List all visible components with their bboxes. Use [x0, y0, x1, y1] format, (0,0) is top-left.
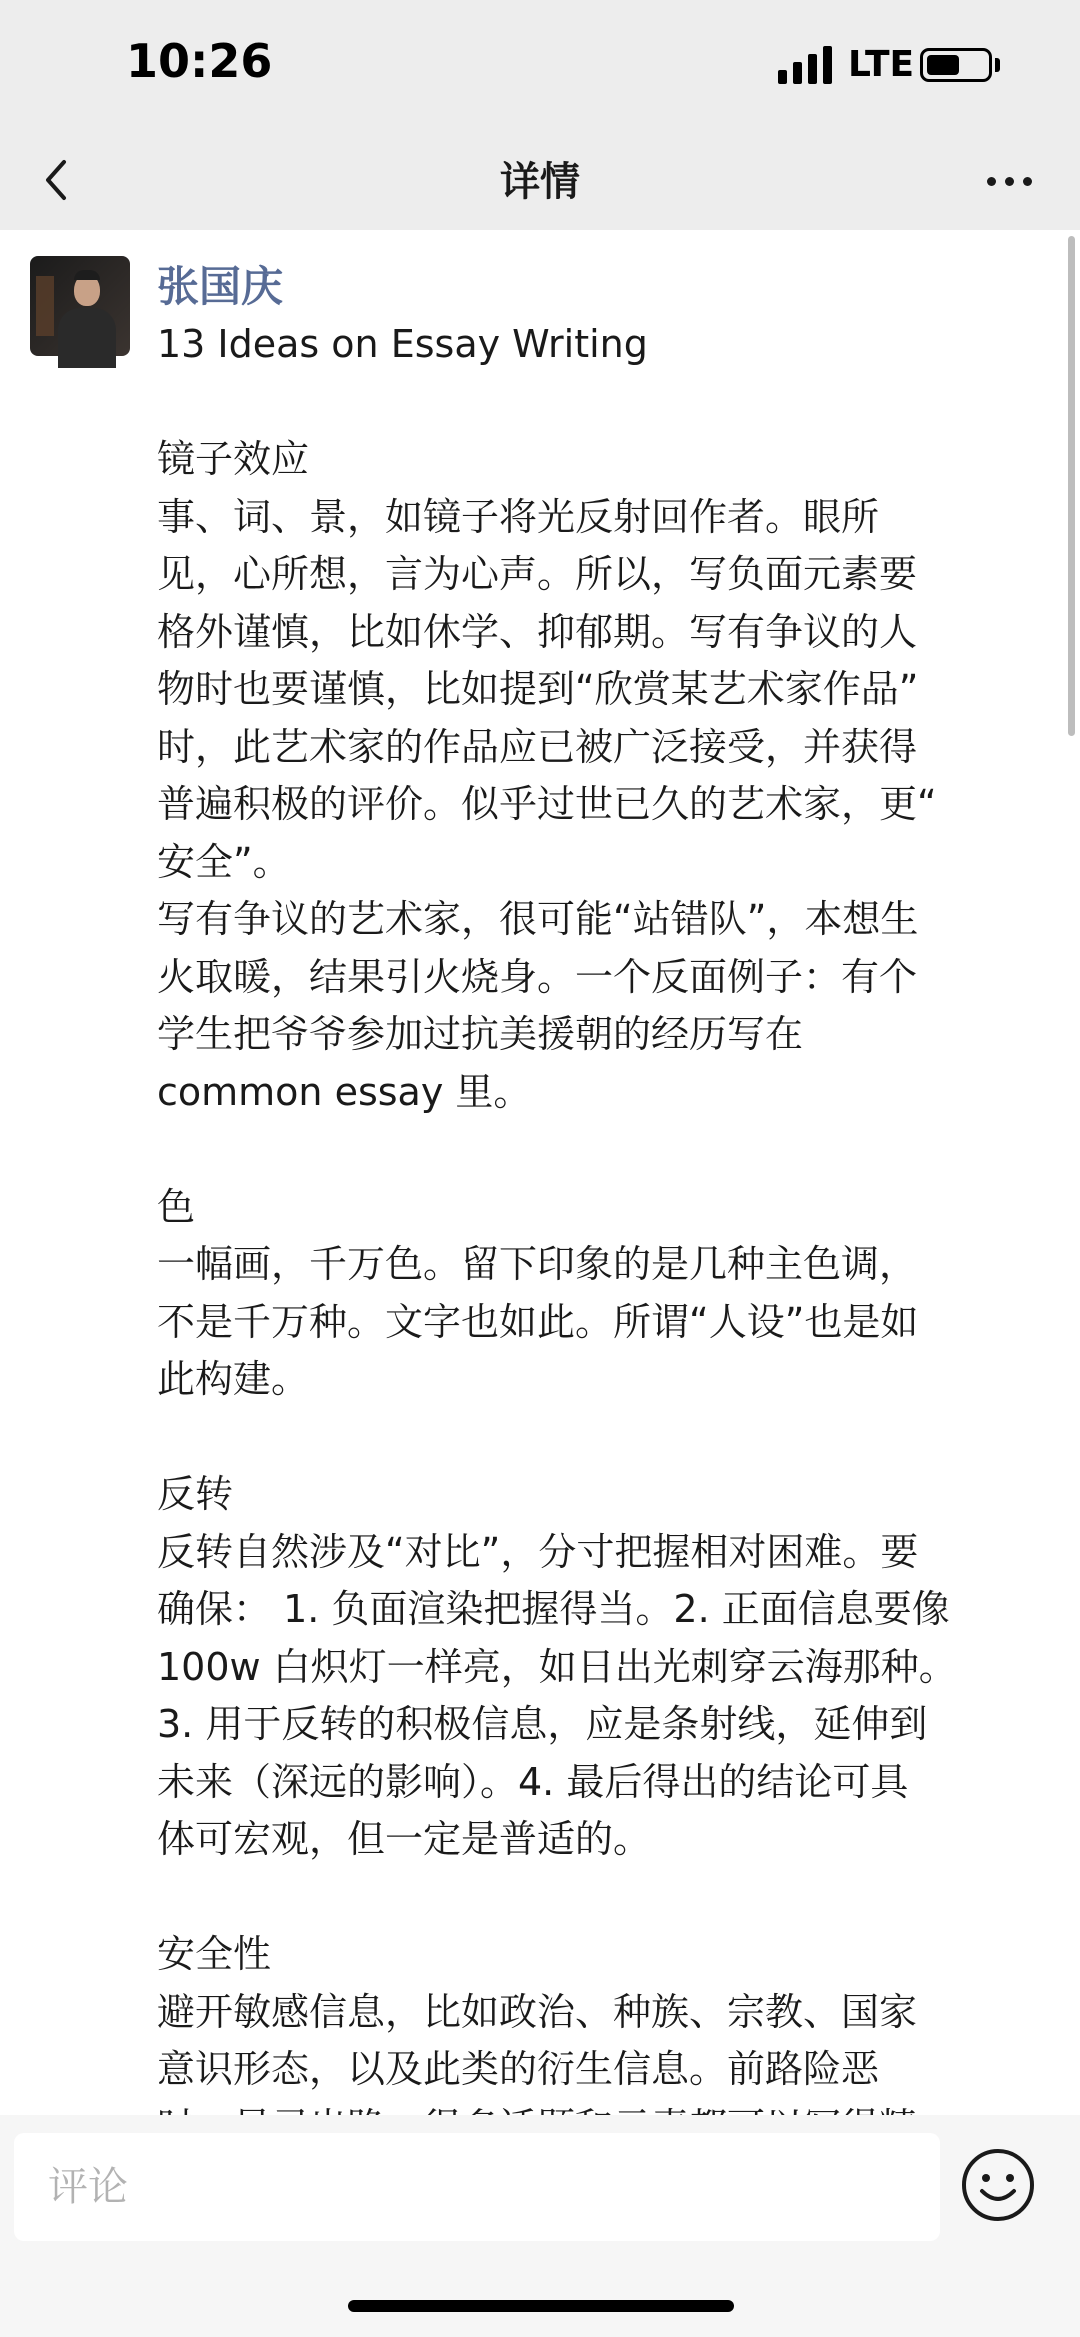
post-line: 学生把爷爷参加过抗美援朝的经历写在 — [157, 1012, 804, 1056]
post-line — [157, 1121, 1067, 1179]
post-line: 13 Ideas on Essay Writing — [157, 322, 648, 366]
post-line: 不是千万种。文字也如此。所谓“人设”也是如 — [157, 1299, 919, 1344]
smiley-face-icon[interactable] — [958, 2145, 1038, 2225]
battery-tip — [995, 58, 1000, 72]
post-line: 普遍积极的评价。似乎过世已久的艺术家，更“ — [157, 782, 937, 826]
post-line: 物时也要谨慎，比如提到“欣赏某艺术家作品” — [157, 667, 919, 711]
status-bar — [0, 0, 1080, 130]
nav-bar — [0, 130, 1080, 230]
post-body — [157, 316, 1067, 2156]
home-indicator[interactable] — [348, 2300, 734, 2312]
avatar-shelf — [36, 276, 54, 336]
scrollbar[interactable] — [1068, 236, 1075, 736]
network-type: LTE — [848, 44, 915, 85]
battery-icon — [920, 48, 992, 82]
post-detail — [0, 230, 1080, 2115]
status-time: 10:26 — [126, 34, 273, 88]
post-line: 事、词、景，如镜子将光反射回作者。眼所 — [157, 494, 880, 539]
post-line: 见，心所想，言为心声。所以，写负面元素要 — [157, 552, 918, 596]
author-name[interactable]: 张国庆 — [157, 262, 284, 311]
post-line: 3. 用于反转的积极信息，应是条射线，延伸到 — [157, 1702, 928, 1746]
post-line: 确保： 1. 负面渲染把握得当。2. 正面信息要像 — [157, 1587, 950, 1631]
post-line: 100w 白炽灯一样亮，如日出光刺穿云海那种。 — [157, 1644, 957, 1689]
avatar-body — [58, 308, 116, 368]
post-line: 安全”。 — [157, 839, 291, 884]
post-line: 镜子效应 — [157, 437, 310, 481]
post-line: 意识形态，以及此类的衍生信息。前路险恶 — [157, 2047, 880, 2091]
comment-input[interactable]: 评论 — [14, 2133, 940, 2241]
post-line: 格外谨慎，比如休学、抑郁期。写有争议的人 — [157, 609, 918, 654]
post-line: 一幅画，千万色。留下印象的是几种主色调， — [157, 1242, 918, 1286]
post-line: 时，此艺术家的作品应已被广泛接受，并获得 — [157, 724, 918, 769]
post-line: 反转自然涉及“对比”，分寸把握相对困难。要 — [157, 1529, 919, 1574]
post-line: 写有争议的艺术家，很可能“站错队”，本想生 — [157, 897, 919, 941]
post-line — [157, 1869, 1067, 1927]
post-line: 火取暖，结果引火烧身。一个反面例子：有个 — [157, 954, 918, 999]
post-line: 反转 — [157, 1472, 234, 1516]
post-line — [157, 1409, 1067, 1467]
post-line: 未来（深远的影响）。4. 最后得出的结论可具 — [157, 1759, 909, 1804]
battery-fill — [927, 55, 959, 75]
post-line: 体可宏观，但一定是普适的。 — [157, 1817, 652, 1861]
post-line — [157, 374, 1067, 432]
post-line: 此构建。 — [157, 1357, 310, 1401]
more-dots-icon[interactable] — [975, 150, 1045, 210]
cellular-signal-icon — [778, 44, 834, 84]
post-line: common essay 里。 — [157, 1069, 532, 1114]
avatar[interactable] — [30, 256, 130, 356]
avatar-hair — [74, 270, 100, 280]
page-title: 详情 — [500, 159, 580, 205]
post-line: 色 — [157, 1184, 196, 1229]
post-line: 安全性 — [157, 1932, 272, 1976]
post-line: 避开敏感信息，比如政治、种族、宗教、国家 — [157, 1989, 918, 2034]
